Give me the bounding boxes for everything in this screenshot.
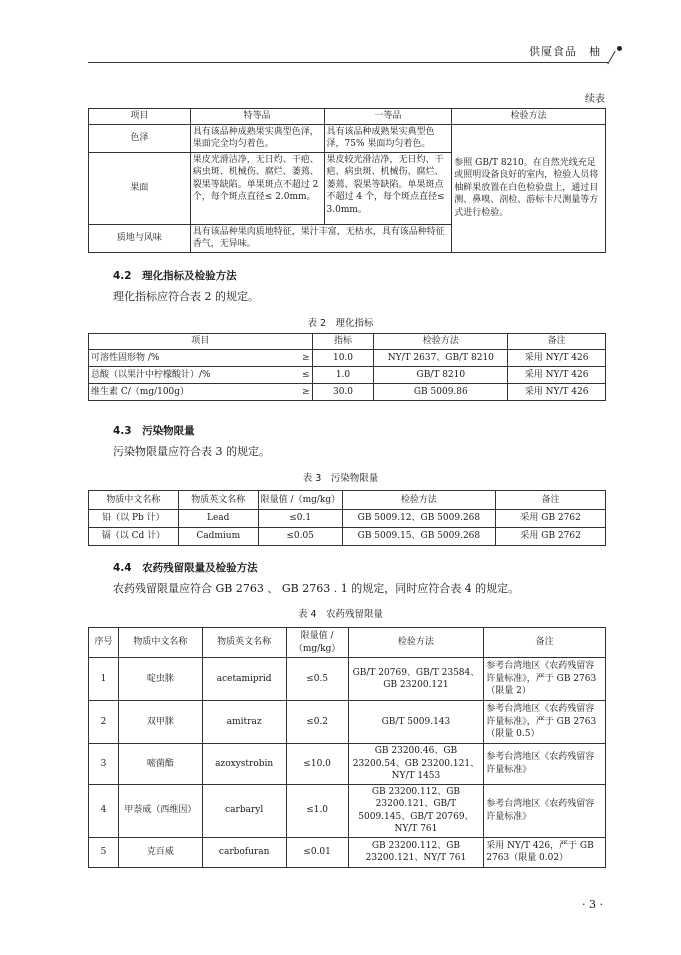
row-note: 采用 GB 2762 — [496, 510, 606, 528]
table-header-row — [89, 334, 606, 350]
col-header-limit: 限量值 /（mg/kg） — [286, 628, 348, 658]
row-special: 具有该品种成熟果实典型色泽，果面完全均匀着色。 — [190, 124, 324, 152]
table-row — [89, 510, 606, 528]
row-method: GB 5009.15、GB 5009.268 — [342, 528, 496, 546]
table-row — [89, 124, 606, 152]
section-title-4-3: 4.3 污染物限量 — [113, 425, 195, 437]
table-row — [89, 528, 606, 546]
row-value: 1.0 — [312, 367, 374, 384]
row-note: 采用 NY/T 426 — [508, 367, 606, 384]
row-limit: ≤0.01 — [286, 837, 348, 867]
table-row — [89, 384, 606, 401]
row-item: 总酸（以果汁中柠檬酸计）/% ≤ — [89, 367, 313, 384]
table-pesticides — [88, 627, 606, 868]
row-first: 具有该品种成熟果实典型色泽，75% 果面均匀着色。 — [324, 124, 452, 152]
section-para-4-2: 理化指标应符合表 2 的规定。 — [113, 290, 259, 303]
row-method: GB 23200.112、GB 23200.121、GB/T 5009.145、GB/T 20769、NY/T 761 — [348, 784, 484, 837]
col-header-no: 序号 — [89, 628, 119, 658]
section-title-4-4: 4.4 农药残留限量及检验方法 — [113, 562, 258, 574]
row-value: 30.0 — [312, 384, 374, 401]
header-rule — [88, 62, 608, 63]
running-header: 供厦食品 柚 — [529, 45, 601, 58]
row-limit: ≤0.1 — [258, 510, 342, 528]
row-note: 参考台湾地区《农药残留容许量标准》，严于 GB 2763（限量 2） — [484, 658, 606, 701]
col-header-method: 检验方法 — [342, 491, 496, 510]
table-row — [89, 658, 606, 701]
row-method: GB/T 5009.143 — [348, 701, 484, 744]
table-caption-2: 表 2 理化指标 — [307, 318, 374, 329]
row-item: 质地与风味 — [89, 224, 191, 252]
row-method: GB/T 8210 — [374, 367, 508, 384]
row-limit: ≤0.05 — [258, 528, 342, 546]
row-note: 采用 NY/T 426 — [508, 350, 606, 367]
col-header-en: 物质英文名称 — [178, 491, 258, 510]
table-row — [89, 367, 606, 384]
table-row — [89, 744, 606, 785]
section-title-4-2: 4.2 理化指标及检验方法 — [113, 270, 237, 282]
row-note: 参考台湾地区《农药残留容许量标准》 — [484, 744, 606, 785]
row-item: 维生素 C/（mg/100g） ≥ — [89, 384, 313, 401]
row-item: 可溶性固形物 /% ≥ — [89, 350, 313, 367]
row-note: 参考台湾地区《农药残留容许量标准》，严于 GB 2763（限量 0.5） — [484, 701, 606, 744]
col-header-special: 特等品 — [190, 109, 324, 125]
table-row — [89, 837, 606, 867]
row-en: azoxystrobin — [202, 744, 286, 785]
table-caption-3: 表 3 污染物限量 — [302, 473, 379, 484]
row-no: 3 — [89, 744, 119, 785]
header-slash-mark — [607, 51, 615, 64]
row-method: GB 23200.112、GB 23200.121、NY/T 761 — [348, 837, 484, 867]
row-special: 果皮光滑洁净，无日灼、干疤、病虫斑、机械伤、腐烂、萎蔫、裂果等缺陷。单果斑点不超过 2 个，每个斑点直径≤ 2.0mm。 — [190, 152, 324, 224]
row-no: 5 — [89, 837, 119, 867]
row-item: 果面 — [89, 152, 191, 224]
table-row — [89, 784, 606, 837]
row-cn: 镉（以 Cd 计） — [89, 528, 179, 546]
row-method: NY/T 2637、GB/T 8210 — [374, 350, 508, 367]
col-header-note: 备注 — [508, 334, 606, 350]
col-header-note: 备注 — [496, 491, 606, 510]
section-para-4-4: 农药残留限量应符合 GB 2763 、 GB 2763 . 1 的规定，同时应符合表 4 的规定。 — [113, 582, 520, 595]
row-cn: 克百威 — [118, 837, 202, 867]
row-cn: 铅（以 Pb 计） — [89, 510, 179, 528]
page-number: · 3 · — [582, 898, 603, 911]
row-limit: ≤0.2 — [286, 701, 348, 744]
row-note: 采用 NY/T 426，严于 GB 2763（限量 0.02） — [484, 837, 606, 867]
table-row — [89, 701, 606, 744]
row-en: Lead — [178, 510, 258, 528]
row-limit: ≤1.0 — [286, 784, 348, 837]
table-header-row — [89, 628, 606, 658]
col-header-method: 检验方法 — [348, 628, 484, 658]
row-en: carbofuran — [202, 837, 286, 867]
table-contaminants — [88, 490, 606, 546]
row-item: 色泽 — [89, 124, 191, 152]
col-header-cn: 物质中文名称 — [89, 491, 179, 510]
col-header-value: 指标 — [312, 334, 374, 350]
row-merged-desc: 具有该品种果肉质地特征，果汁丰富，无枯水，具有该品种特征香气，无异味。 — [190, 224, 452, 252]
table-sensory — [88, 108, 606, 253]
table-caption-4: 表 4 农药残留限量 — [297, 609, 384, 620]
row-en: amitraz — [202, 701, 286, 744]
row-no: 1 — [89, 658, 119, 701]
table-header-row — [89, 109, 606, 125]
row-en: acetamiprid — [202, 658, 286, 701]
continued-label: 续表 — [585, 94, 605, 105]
header-dot-mark — [617, 46, 622, 51]
row-method: GB 5009.12、GB 5009.268 — [342, 510, 496, 528]
row-method: GB 23200.46、GB 23200.54、GB 23200.121、NY/T 1453 — [348, 744, 484, 785]
col-header-en: 物质英文名称 — [202, 628, 286, 658]
row-no: 4 — [89, 784, 119, 837]
table-physchem — [88, 333, 606, 401]
col-header-item: 项目 — [89, 334, 313, 350]
table-row — [89, 350, 606, 367]
col-header-limit: 限量值 /（mg/kg） — [258, 491, 342, 510]
row-no: 2 — [89, 701, 119, 744]
col-header-method: 检验方法 — [452, 109, 606, 125]
row-note: 采用 GB 2762 — [496, 528, 606, 546]
row-limit: ≤10.0 — [286, 744, 348, 785]
col-header-cn: 物质中文名称 — [118, 628, 202, 658]
col-header-note: 备注 — [484, 628, 606, 658]
row-note: 采用 NY/T 426 — [508, 384, 606, 401]
row-cn: 啶虫脒 — [118, 658, 202, 701]
row-en: carbaryl — [202, 784, 286, 837]
col-header-item: 项目 — [89, 109, 191, 125]
row-first: 果皮较光滑洁净，无日灼、干疤、病虫斑、机械伤、腐烂、萎蔫、裂果等缺陷。单果斑点不超过 4 个，每个斑点直径≤ 3.0mm。 — [324, 152, 452, 224]
row-method: GB 5009.86 — [374, 384, 508, 401]
row-method: GB/T 20769、GB/T 23584、GB 23200.121 — [348, 658, 484, 701]
row-value: 10.0 — [312, 350, 374, 367]
row-cn: 甲萘威（西维因） — [118, 784, 202, 837]
row-en: Cadmium — [178, 528, 258, 546]
row-cn: 双甲脒 — [118, 701, 202, 744]
row-note: 参考台湾地区《农药残留容许量标准》 — [484, 784, 606, 837]
col-header-method: 检验方法 — [374, 334, 508, 350]
section-para-4-3: 污染物限量应符合表 3 的规定。 — [113, 445, 270, 458]
table-header-row — [89, 491, 606, 510]
row-limit: ≤0.5 — [286, 658, 348, 701]
row-method-merged: 参照 GB/T 8210。在自然光线充足或照明设备良好的室内，检验人员将柚鲜果放置在白色检验盘上，通过目测、鼻嗅、剖检、游标卡尺测量等方式进行检验。 — [452, 124, 606, 252]
row-cn: 嘧菌酯 — [118, 744, 202, 785]
col-header-first: 一等品 — [324, 109, 452, 125]
